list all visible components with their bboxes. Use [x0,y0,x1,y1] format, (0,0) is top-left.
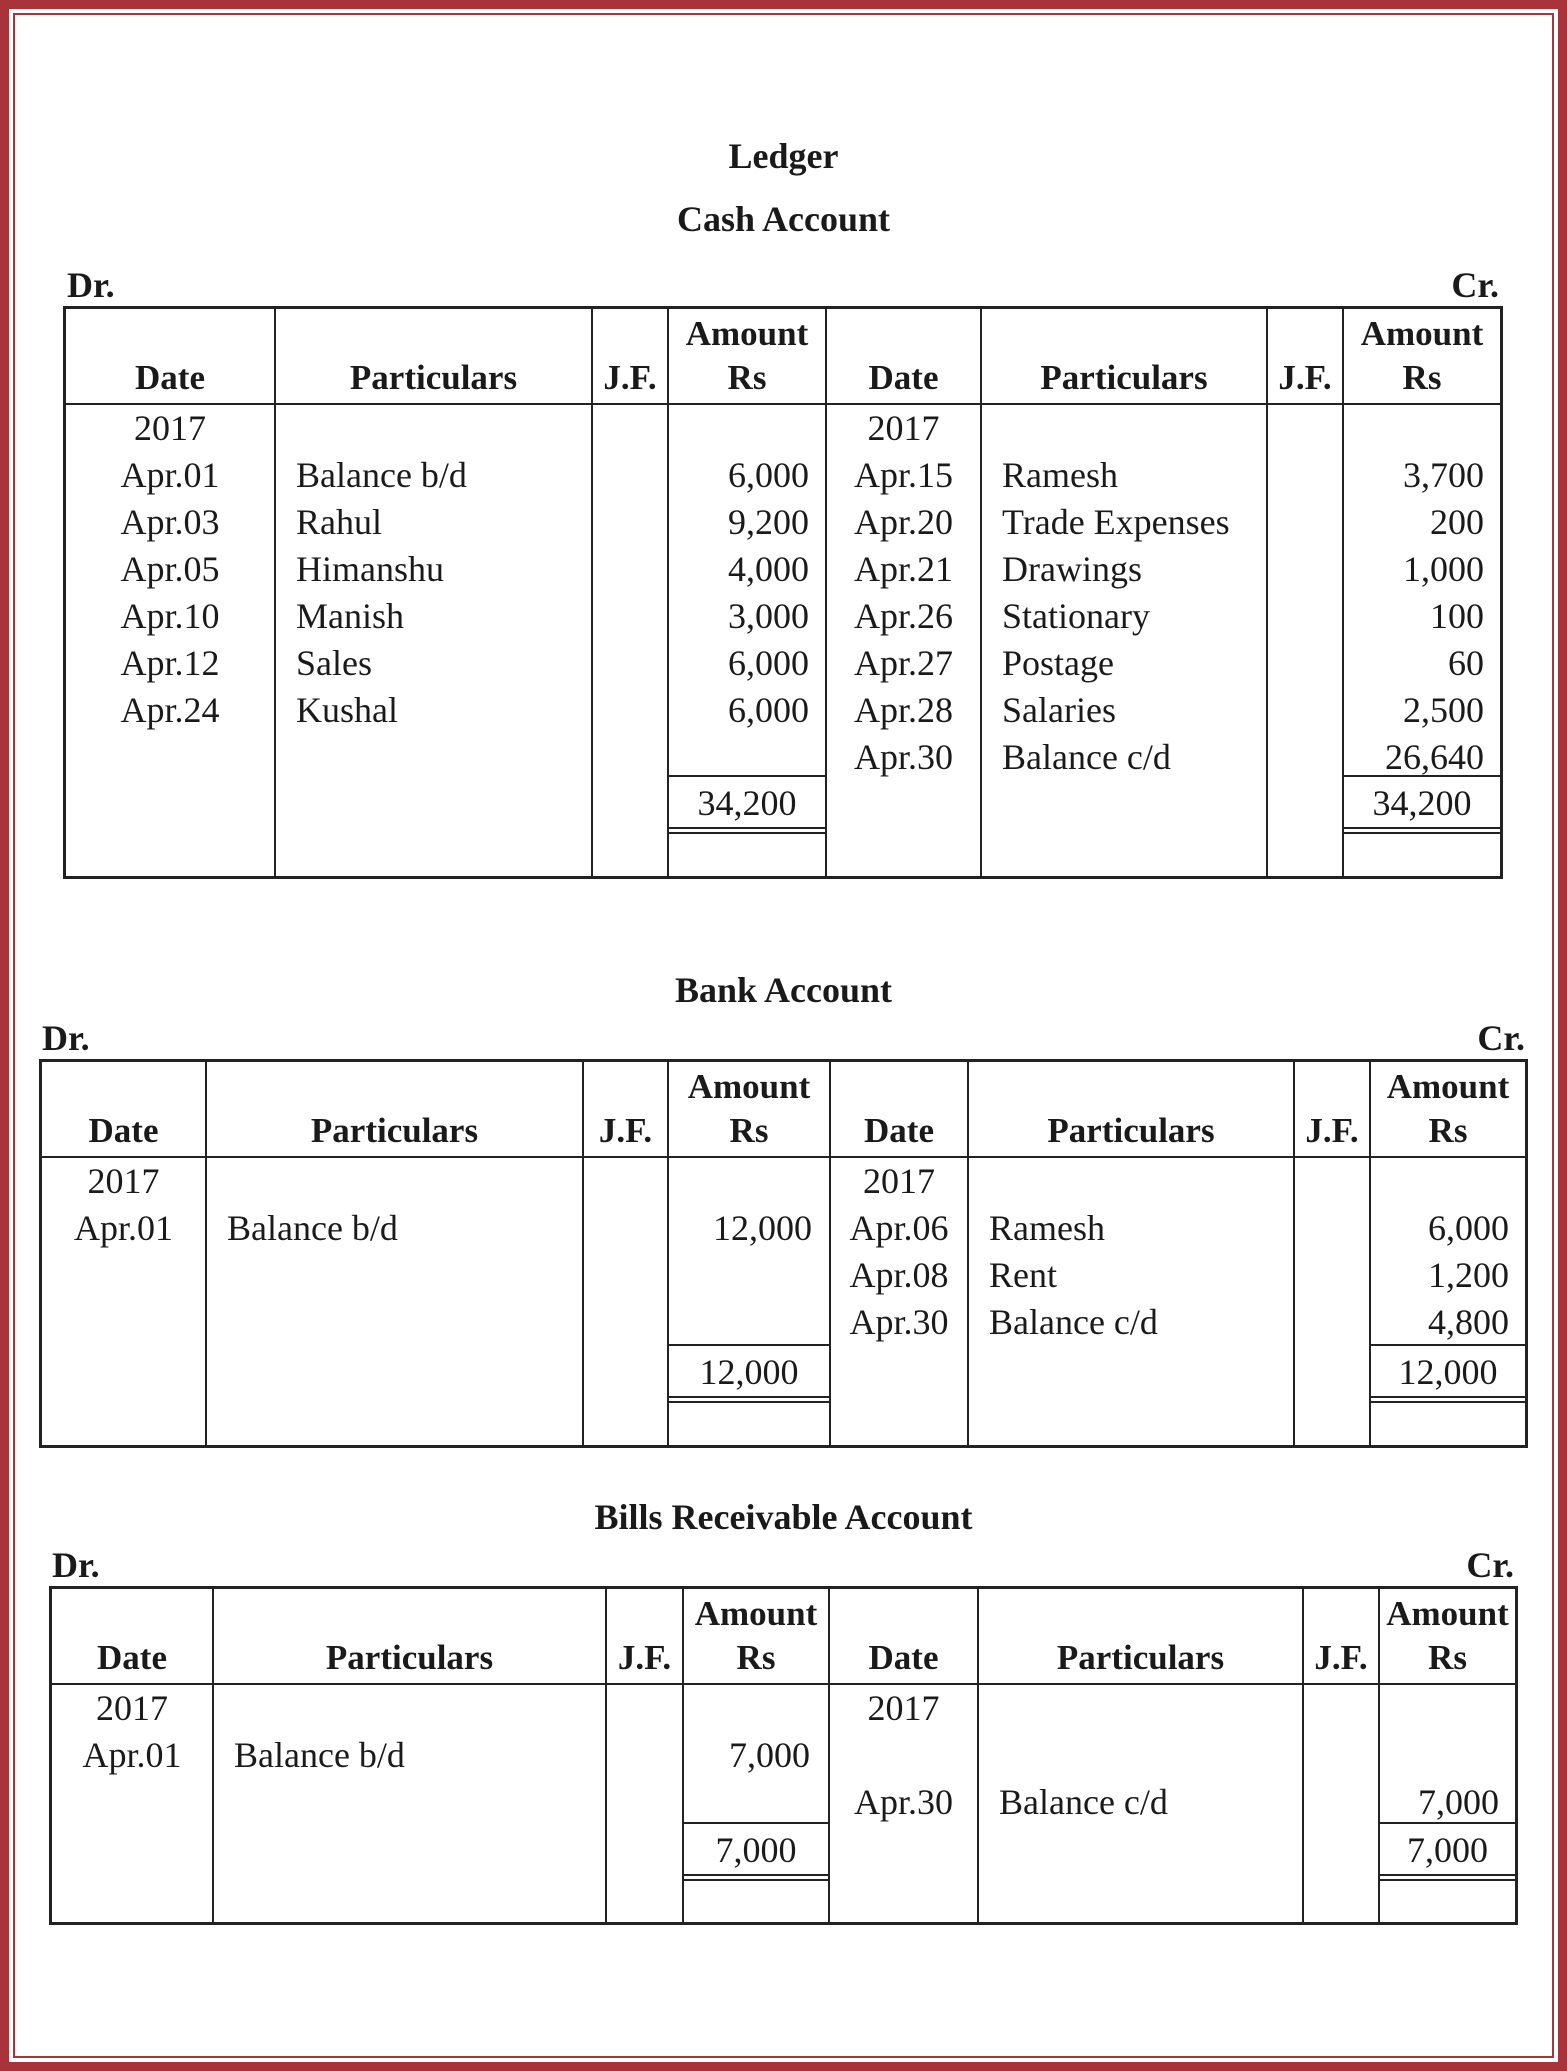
bills-dr-date-header: Date [97,1638,167,1677]
cash-cr-amount: 2,500 [1403,690,1484,730]
bills-dr-label: Dr. [52,1545,100,1585]
cash-cr-date-header: Date [868,358,939,397]
cash-ledger [63,306,1503,879]
cash-cr-date: Apr.20 [854,502,953,542]
cash-dr-particulars: Kushal [296,690,398,730]
cash-dr-year: 2017 [134,408,206,448]
bills-cr-jf-header: J.F. [1314,1638,1368,1677]
bank-cr-particulars: Rent [989,1255,1057,1295]
cash-cr-particulars: Salaries [1002,690,1116,730]
bank-dr-amount-header: Amount [687,1067,811,1106]
cash-cr-label: Cr. [1451,265,1499,305]
cash-dr-date: Apr.03 [120,502,220,542]
cash-dr-date-header: Date [135,358,205,397]
bills-dr-jf-header: J.F. [617,1638,672,1677]
bills-cr-amount-header: Amount [1386,1594,1509,1633]
bank-dr-amount: 12,000 [713,1208,812,1248]
bills-dr-particulars-header: Particulars [325,1638,494,1677]
cash-cr-amount: 26,640 [1385,737,1484,777]
cash-cr-particulars: Stationary [1002,596,1150,636]
bank-cr-particulars-header: Particulars [1047,1111,1215,1150]
cash-dr-date: Apr.01 [120,455,220,495]
bank-account-title: Bank Account [674,970,893,1010]
cash-dr-date: Apr.10 [120,596,220,636]
cash-cr-date: Apr.21 [854,549,953,589]
cash-dr-date: Apr.12 [120,643,220,683]
cash-cr-jf-header: J.F. [1278,358,1332,397]
cash-cr-date: Apr.15 [854,455,953,495]
cash-dr-amount: 9,200 [728,502,809,542]
bank-cr-amount: 6,000 [1428,1208,1509,1248]
cash-dr-rs-header: Rs [727,358,767,397]
cash-dr-particulars-header: Particulars [349,358,518,397]
bills-cr-label: Cr. [1466,1545,1514,1585]
bank-dr-year: 2017 [87,1161,160,1201]
cash-cr-particulars: Drawings [1002,549,1142,589]
cash-cr-particulars: Balance c/d [1002,737,1171,777]
cash-cr-date: Apr.28 [854,690,953,730]
cash-account-title: Cash Account [676,199,891,239]
bills-dr-year: 2017 [96,1688,168,1728]
bank-cr-year: 2017 [863,1161,935,1201]
cash-cr-amount-header: Amount [1360,314,1484,353]
bank-dr-jf-header: J.F. [598,1111,653,1150]
cash-dr-date: Apr.05 [120,549,220,589]
cash-dr-amount: 6,000 [728,455,809,495]
bills-dr-amount-header: Amount [694,1594,818,1633]
cash-cr-amount: 100 [1430,596,1484,636]
bank-cr-jf-header: J.F. [1305,1111,1359,1150]
bills-cr-particulars-header: Particulars [1056,1638,1225,1677]
bank-cr-particulars: Ramesh [989,1208,1105,1248]
cash-dr-particulars: Manish [296,596,404,636]
bank-cr-date: Apr.06 [849,1208,949,1248]
ledger-title: Ledger [728,136,839,176]
bank-dr-date: Apr.01 [74,1208,173,1248]
bills-account-title: Bills Receivable Account [594,1497,973,1537]
cash-dr-amount-header: Amount [685,314,809,353]
cash-cr-amount: 60 [1448,643,1484,683]
bills-cr-date: Apr.30 [854,1782,953,1822]
cash-cr-total: 34,200 [1372,783,1472,823]
bills-cr-date-header: Date [868,1638,939,1677]
cash-cr-particulars: Trade Expenses [1002,502,1230,542]
cash-dr-date: Apr.24 [120,690,220,730]
cash-dr-label: Dr. [67,265,115,305]
bank-cr-amount-header: Amount [1386,1067,1510,1106]
bank-cr-total: 12,000 [1398,1352,1498,1392]
bank-dr-total: 12,000 [699,1352,799,1392]
cash-dr-particulars: Balance b/d [296,455,467,495]
bills-dr-total: 7,000 [715,1830,797,1870]
bank-cr-rs-header: Rs [1428,1111,1468,1150]
bills-dr-particulars: Balance b/d [234,1735,405,1775]
cash-dr-amount: 6,000 [728,690,809,730]
cash-cr-particulars-header: Particulars [1040,358,1208,397]
bank-cr-amount: 4,800 [1428,1302,1509,1342]
cash-dr-amount: 6,000 [728,643,809,683]
cash-cr-rs-header: Rs [1402,358,1442,397]
bank-cr-particulars: Balance c/d [989,1302,1158,1342]
cash-dr-total: 34,200 [697,783,797,823]
bank-cr-amount: 1,200 [1428,1255,1509,1295]
bank-cr-date-header: Date [864,1111,934,1150]
cash-dr-particulars: Himanshu [296,549,444,589]
cash-cr-date: Apr.26 [854,596,953,636]
bank-cr-label: Cr. [1477,1018,1525,1058]
bank-ledger [39,1059,1528,1448]
bills-cr-rs-header: Rs [1428,1638,1467,1677]
bank-dr-particulars: Balance b/d [227,1208,398,1248]
cash-dr-particulars: Sales [296,643,372,683]
cash-cr-amount: 200 [1430,502,1484,542]
bank-dr-label: Dr. [42,1018,90,1058]
bills-cr-year: 2017 [867,1688,940,1728]
cash-cr-amount: 1,000 [1403,549,1484,589]
cash-dr-amount: 4,000 [728,549,809,589]
bank-cr-date: Apr.08 [849,1255,949,1295]
bank-cr-date: Apr.30 [849,1302,949,1342]
bills-dr-amount: 7,000 [729,1735,810,1775]
bank-dr-date-header: Date [88,1111,159,1150]
cash-cr-particulars: Postage [1002,643,1114,683]
cash-cr-amount: 3,700 [1403,455,1484,495]
bills-ledger [49,1586,1518,1925]
bills-dr-date: Apr.01 [82,1735,182,1775]
cash-dr-amount: 3,000 [728,596,809,636]
cash-dr-particulars: Rahul [296,502,382,542]
bills-cr-amount: 7,000 [1418,1782,1499,1822]
cash-cr-date: Apr.27 [854,643,953,683]
cash-cr-year: 2017 [867,408,940,448]
cash-cr-date: Apr.30 [854,737,953,777]
cash-dr-jf-header: J.F. [603,358,657,397]
bank-dr-rs-header: Rs [729,1111,769,1150]
bills-cr-total: 7,000 [1407,1830,1488,1870]
bank-dr-particulars-header: Particulars [310,1111,479,1150]
bills-dr-rs-header: Rs [736,1638,776,1677]
cash-cr-particulars: Ramesh [1002,455,1118,495]
bills-cr-particulars: Balance c/d [999,1782,1168,1822]
